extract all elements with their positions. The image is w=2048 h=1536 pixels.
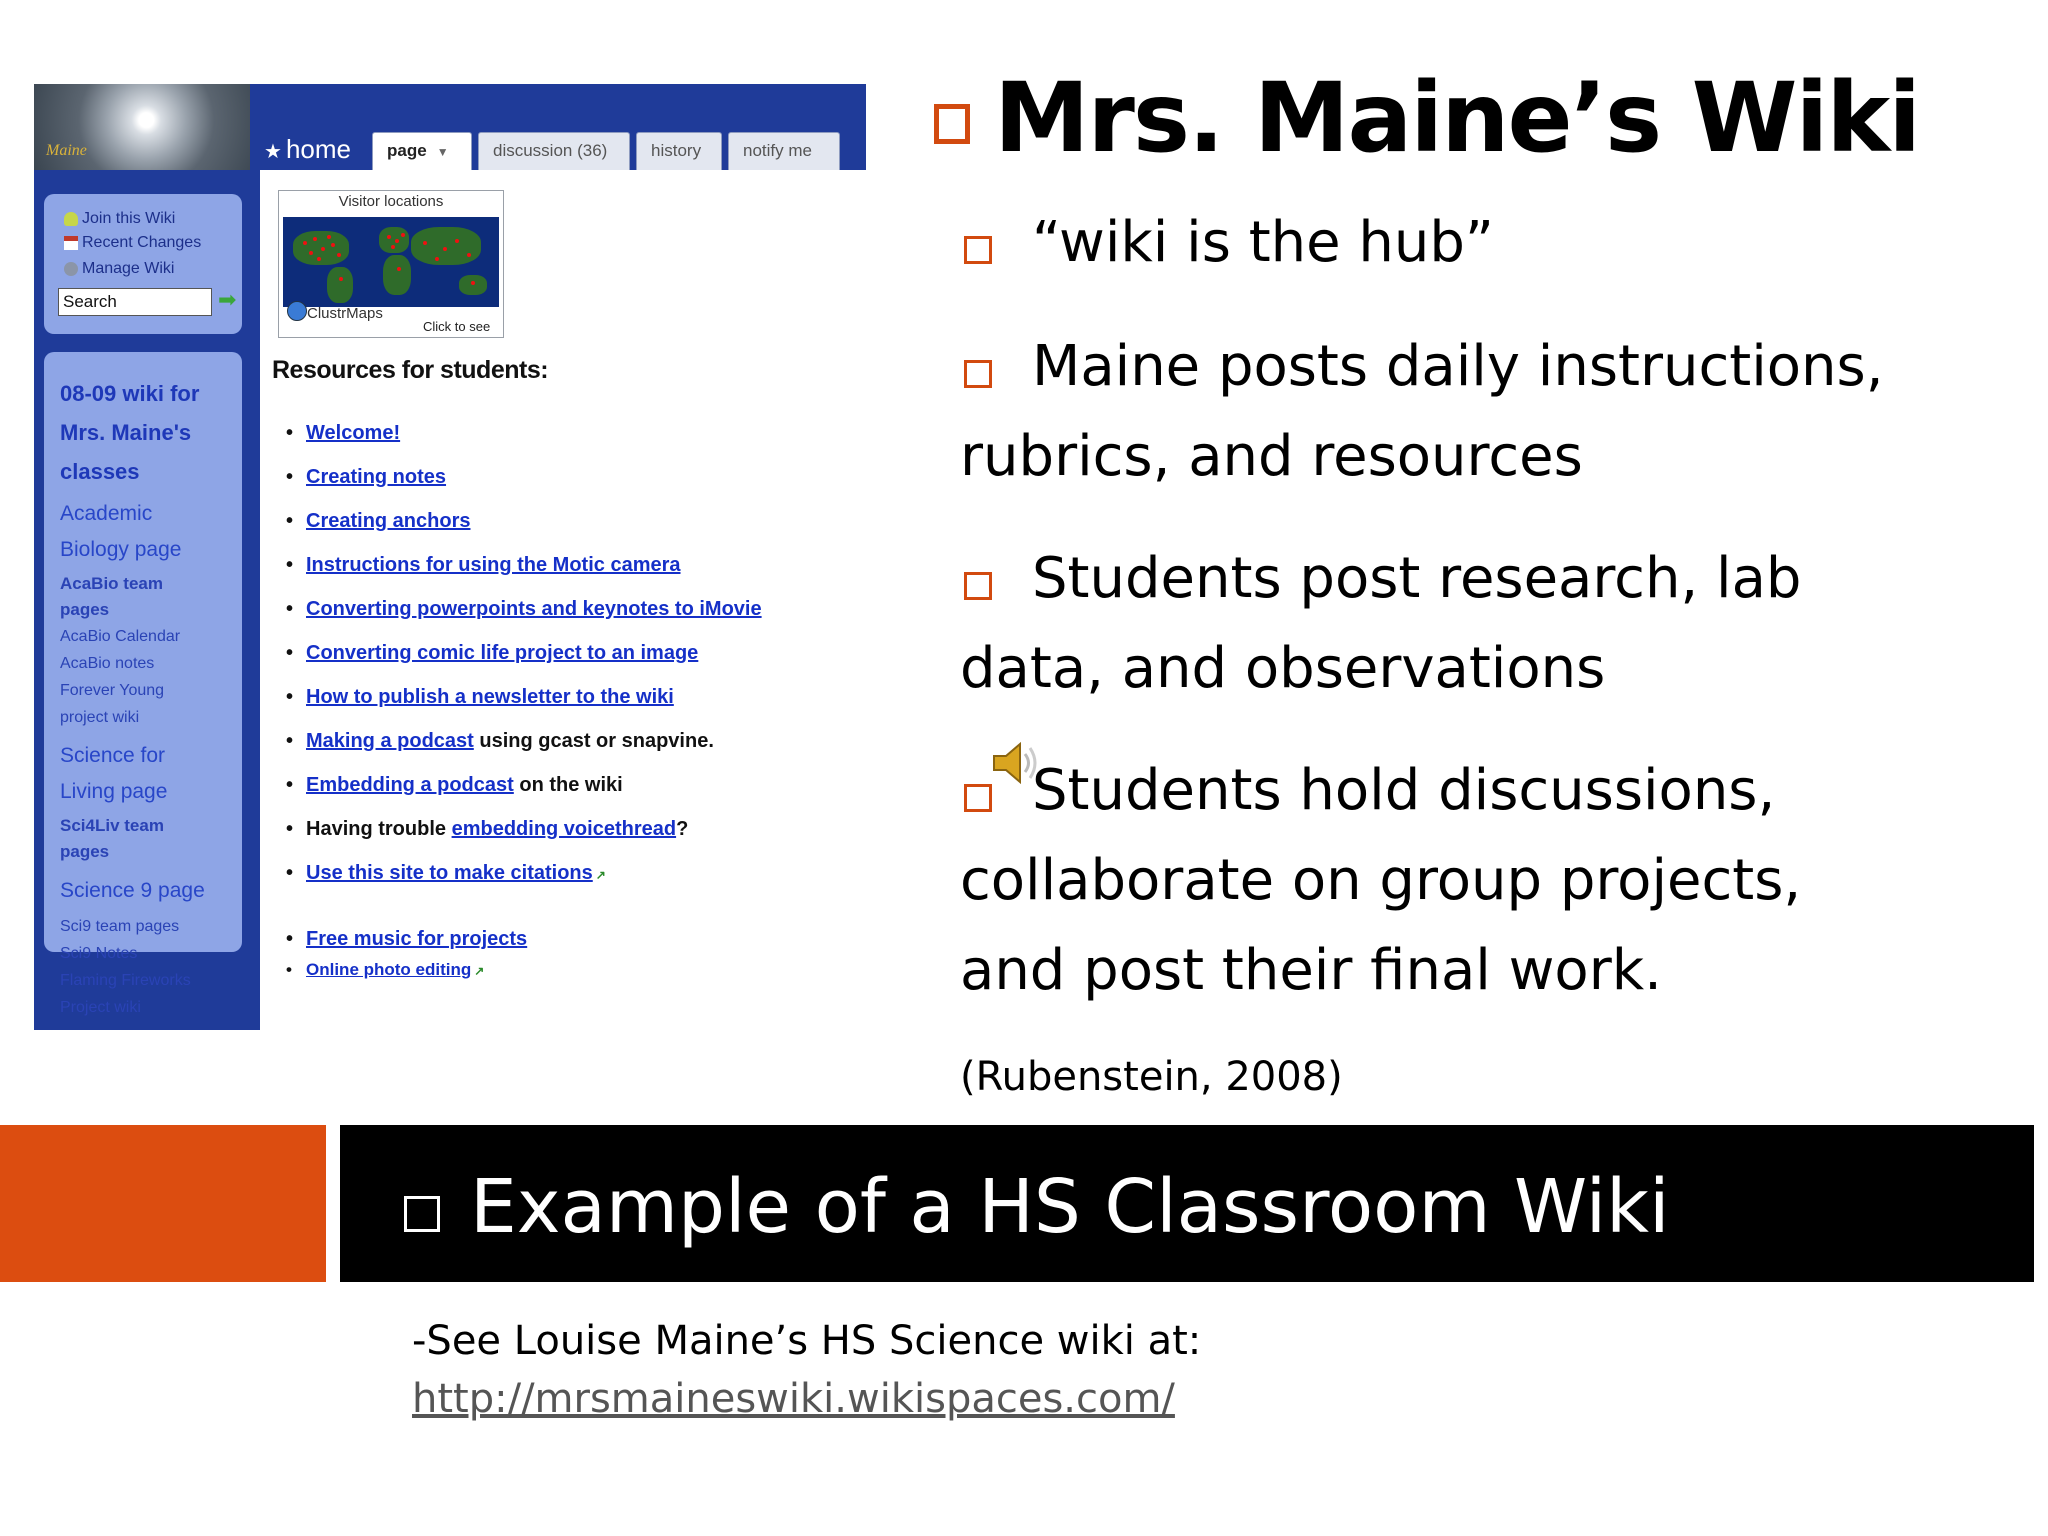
list-item (306, 642, 866, 686)
speaker-icon[interactable] (990, 736, 1040, 790)
resource-text: using gcast or snapvine. (473, 730, 714, 752)
wiki-screenshot (34, 84, 866, 1030)
resource-text: Having trouble (306, 818, 452, 840)
search-go-arrow-icon[interactable]: ➡ (218, 288, 237, 313)
bullet-students-research-line2: data, and observations (960, 636, 1606, 701)
hurricane-logo-image (34, 84, 250, 170)
square-bullet-icon (964, 236, 992, 264)
list-item (306, 422, 866, 466)
nav-fireworks-line1[interactable]: Flaming Fireworks (60, 972, 191, 989)
clustrmaps-brand: ClustrMaps (307, 305, 383, 322)
resource-link[interactable]: embedding voicethread (451, 818, 677, 840)
nav-science-living-line1[interactable]: Science for (60, 744, 166, 767)
accent-band (0, 1125, 326, 1282)
resource-link[interactable]: Free music for projects (306, 928, 528, 950)
star-icon: ★ (264, 141, 282, 163)
clustrmaps-title: Visitor locations (338, 193, 444, 210)
list-item (306, 554, 866, 598)
user-add-icon (64, 212, 78, 226)
nav-acabio-notes[interactable]: AcaBio notes (60, 655, 155, 672)
recent-changes-link[interactable]: Recent Changes (82, 234, 202, 251)
resource-link[interactable]: Making a podcast (306, 730, 474, 752)
clustrmaps-widget[interactable] (278, 190, 504, 338)
tab-discussion[interactable]: discussion (36) (478, 132, 630, 170)
nav-scilive-team-line1[interactable]: Sci4Liv team (60, 816, 164, 835)
tab-page[interactable] (372, 132, 472, 170)
square-bullet-icon (934, 104, 970, 144)
resource-link[interactable]: Creating anchors (306, 510, 471, 532)
nav-acabio-team-line2[interactable]: pages (60, 600, 110, 619)
resource-link[interactable]: Welcome! (306, 422, 401, 444)
nav-sci9-team[interactable]: Sci9 team pages (60, 918, 180, 935)
nav-academic-line1[interactable]: Academic (60, 502, 153, 525)
nav-forever-young-line2[interactable]: project wiki (60, 709, 140, 726)
clustrmaps-click-to-see[interactable]: Click to see (423, 319, 491, 334)
resource-text: on the wiki (513, 774, 623, 796)
resource-link[interactable]: Creating notes (306, 466, 447, 488)
resource-link[interactable]: Online photo editing (306, 960, 472, 979)
resource-link[interactable]: Use this site to make citations (306, 862, 593, 884)
bullet-students-discuss-line2: collaborate on group projects, (960, 848, 1802, 913)
square-bullet-icon (964, 572, 992, 600)
list-item (306, 598, 866, 642)
list-item (306, 862, 866, 906)
join-wiki-link[interactable]: Join this Wiki (82, 210, 176, 227)
list-item (306, 466, 866, 510)
nav-sci9-notes[interactable]: Sci9 Notes (60, 945, 138, 962)
nav-title-line1[interactable]: 08-09 wiki for (60, 381, 200, 406)
bullet-students-discuss-line1: Students hold discussions, (1032, 758, 1776, 823)
nav-science9[interactable]: Science 9 page (60, 879, 205, 902)
bullet-maine-posts-line2: rubrics, and resources (960, 424, 1583, 489)
nav-science-living-line2[interactable]: Living page (60, 780, 168, 803)
slide-title: Mrs. Maine’s Wiki (994, 62, 1920, 174)
nav-fireworks-line2[interactable]: Project wiki (60, 999, 141, 1016)
tab-notify-me[interactable]: notify me (728, 132, 840, 170)
bullet-students-research-line1: Students post research, lab (1032, 546, 1802, 611)
list-item (306, 960, 866, 1004)
list-item (306, 510, 866, 554)
resource-link[interactable]: Converting powerpoints and keynotes to iMovie (306, 598, 762, 620)
world-map-image (283, 217, 499, 307)
home-link[interactable] (264, 134, 351, 165)
nav-academic-line2[interactable]: Biology page (60, 538, 182, 561)
tab-page-label: page (387, 141, 427, 160)
wiki-search-input[interactable] (58, 288, 212, 316)
resource-link[interactable]: Embedding a podcast (306, 774, 514, 796)
list-item (306, 774, 866, 818)
bullet-maine-posts-line1: Maine posts daily instructions, (1032, 334, 1884, 399)
see-wiki-text: -See Louise Maine’s HS Science wiki at: (412, 1318, 1202, 1364)
bullet-students-discuss-line3: and post their final work. (960, 938, 1662, 1003)
gear-icon (64, 262, 78, 276)
wiki-logo-text: Maine (46, 142, 87, 159)
square-bullet-icon (964, 784, 992, 812)
external-link-icon: ↗ (474, 964, 485, 978)
resources-heading: Resources for students: (272, 356, 549, 384)
resource-link[interactable]: Instructions for using the Motic camera (306, 554, 681, 576)
wiki-url-link[interactable]: http://mrsmaineswiki.wikispaces.com/ (412, 1376, 1175, 1422)
nav-title-line3[interactable]: classes (60, 459, 140, 484)
square-bullet-icon (404, 1196, 440, 1232)
chevron-down-icon: ▼ (436, 145, 449, 159)
external-link-icon: ↗ (595, 868, 606, 882)
list-item (306, 818, 866, 862)
resources-list (306, 422, 866, 1004)
nav-title-line2[interactable]: Mrs. Maine's (60, 420, 192, 445)
resource-text: ? (676, 818, 689, 840)
square-bullet-icon (964, 360, 992, 388)
citation: (Rubenstein, 2008) (960, 1054, 1343, 1100)
bullet-wiki-hub: “wiki is the hub” (1032, 210, 1494, 275)
tab-history[interactable]: history (636, 132, 722, 170)
manage-wiki-link[interactable]: Manage Wiki (82, 260, 175, 277)
globe-icon (287, 301, 307, 321)
nav-acabio-team-line1[interactable]: AcaBio team (60, 574, 163, 593)
home-label: home (285, 134, 351, 164)
nav-scilive-team-line2[interactable]: pages (60, 842, 110, 861)
list-item (306, 686, 866, 730)
resource-link[interactable]: How to publish a newsletter to the wiki (306, 686, 674, 708)
resource-link[interactable]: Converting comic life project to an image (306, 642, 699, 664)
nav-acabio-calendar[interactable]: AcaBio Calendar (60, 628, 181, 645)
list-item (306, 730, 866, 774)
calendar-icon (64, 236, 78, 250)
slide-subtitle: Example of a HS Classroom Wiki (470, 1164, 1670, 1250)
nav-forever-young-line1[interactable]: Forever Young (60, 682, 165, 699)
